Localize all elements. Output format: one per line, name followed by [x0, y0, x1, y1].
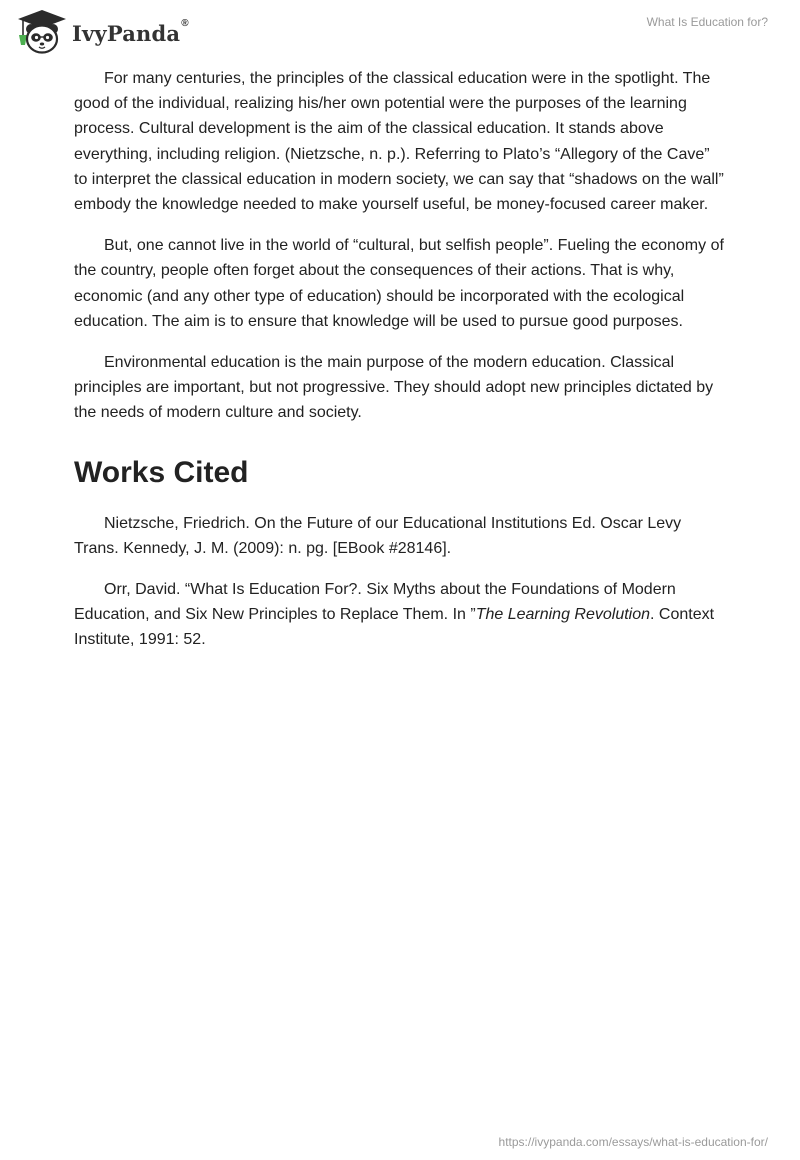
registered-mark: ® [181, 17, 189, 29]
citation-text: . Context Institute, 1991: 52. [74, 606, 715, 649]
body-paragraph: Environmental education is the main purpose of the modern education. Classical principles are important, but not progressive. They should adopt new principles dictated by the needs of modern culture and society. [74, 354, 714, 422]
citation-title: The Learning Revolution [475, 606, 651, 624]
citation-entry: Nietzsche, Friedrich. On the Future of our Educational Institutions Ed. Oscar Levy Trans. Kennedy, J. M. (2009): n. pg. [EBook #28146]. [74, 514, 682, 557]
body-paragraph: For many centuries, the principles of the classical education were in the spotlight. The good of the individual, realizing his/her own potential were the purposes of the learning process. Cultural development is the aim of the classical education. It stands above everything, including religion. (Nietzsche, n. p.). Referring to Plato’s “Allegory of the Cave” to interpret the classical education in modern society, we can say that “shadows on the wall” embody the knowledge needed to make yourself useful, be money-focused career maker. [74, 70, 724, 214]
body-paragraph: But, one cannot live in the world of “cultural, but selfish people”. Fueling the economy of the country, people often forget about the consequences of their actions. That is why, economic (and any other type of education) should be incorporated with the ecological education. The aim is to ensure that knowledge will be used to pursue good purposes. [74, 237, 724, 330]
works-cited-heading: Works Cited [74, 455, 249, 489]
footer-url-link[interactable]: https://ivypanda.com/essays/what-is-education-for/ [498, 1135, 768, 1149]
page-header [0, 0, 800, 60]
citation-text: Orr, David. “What Is Education For?. Six Myths about the Foundations of Modern Education, and Six New Principles to Replace Them. In ” [74, 581, 676, 624]
ivypanda-logo[interactable] [14, 8, 189, 56]
panda-graduation-cap-icon [14, 8, 70, 56]
logo-wordmark: IvyPanda [72, 20, 181, 46]
citation-entry [74, 577, 724, 653]
document-title: What Is Education for? [646, 15, 768, 29]
essay-content [74, 66, 724, 669]
